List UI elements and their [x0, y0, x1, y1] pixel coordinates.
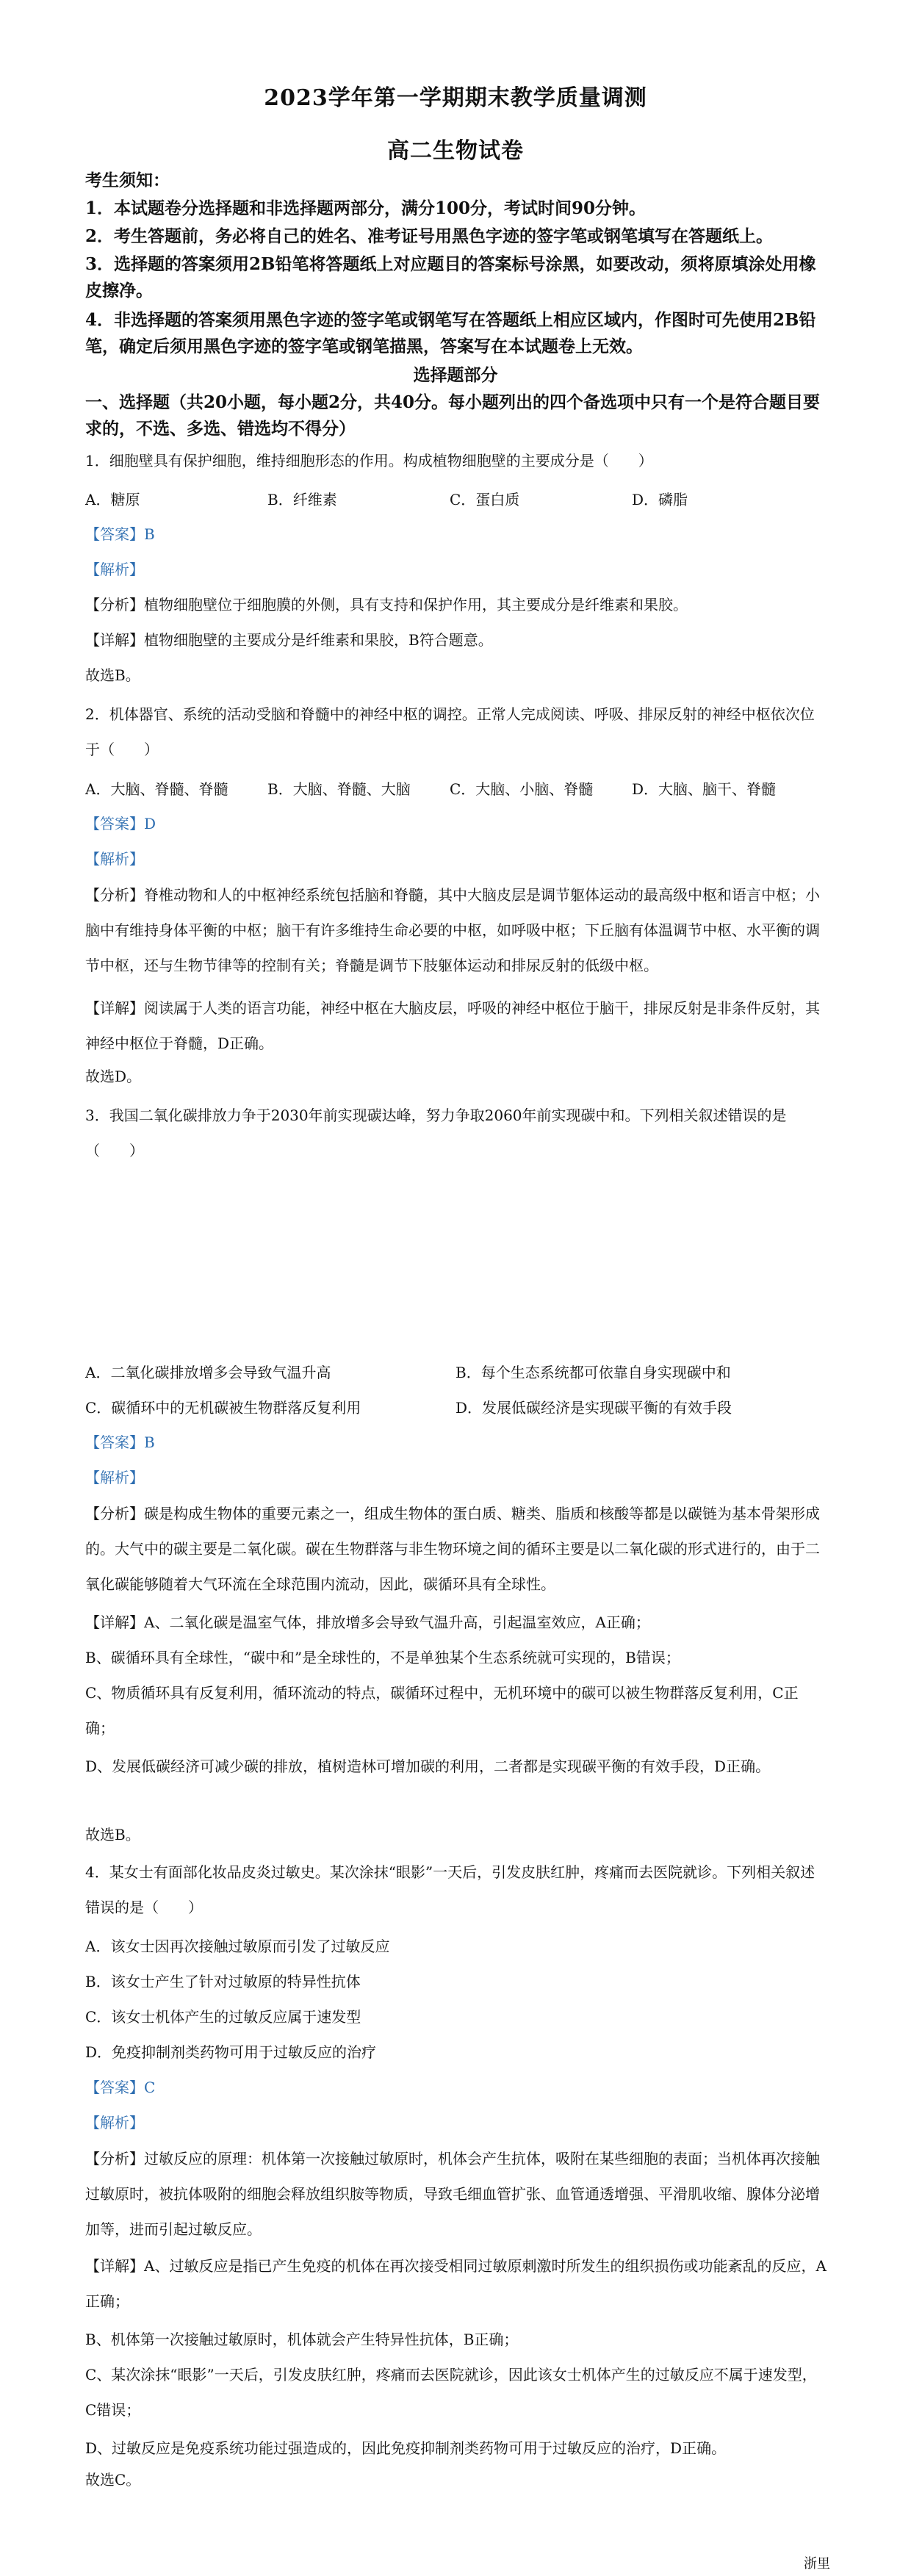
q1-answer: 【答案】B — [85, 525, 155, 543]
q3-detail-c: C、物质循环具有反复利用，循环流动的特点，碳循环过程中，无机环境中的碳可以被生物群落反复利用，C正确； — [85, 1684, 799, 1737]
q3-option-c: C．碳循环中的无机碳被生物群落反复利用 — [85, 1399, 361, 1417]
question-3-stem: 3．我国二氧化碳排放力争于2030年前实现碳达峰，努力争取2060年前实现碳中和。下列相关叙述错误的是（ ） — [85, 1107, 787, 1159]
exam-title: 2023学年第一学期期末教学质量调测 — [264, 85, 647, 111]
q1-option-b: B．纤维素 — [267, 491, 337, 508]
q2-answer: 【答案】D — [85, 815, 156, 832]
q4-conclusion: 故选C。 — [85, 2471, 141, 2489]
part-title: 选择题部分 — [413, 365, 498, 385]
q3-analysis: 【分析】碳是构成生物体的重要元素之一，组成生物体的蛋白质、糖类、脂质和核酸等都是以碳链为基本骨架形成的。大气中的碳主要是二氧化碳。碳在生物群落与非生物环境之间的循环主要是以二氧化碳的形式进行的，由于二氧化碳能够随着大气环流在全球范围内流动，因此，碳循环具有全球性。 — [85, 1505, 820, 1593]
q2-option-c: C．大脑、小脑、脊髓 — [450, 780, 594, 798]
q3-conclusion: 故选B。 — [85, 1826, 140, 1843]
q3-answer: 【答案】B — [85, 1433, 155, 1451]
q4-option-a: A．该女士因再次接触过敏原而引发了过敏反应 — [85, 1938, 390, 1955]
q2-detail: 【详解】阅读属于人类的语言功能，神经中枢在大脑皮层，呼吸的神经中枢位于脑干，排尿反射是非条件反射，其神经中枢位于脊髓，D正确。 — [85, 999, 820, 1052]
q1-conclusion: 故选B。 — [85, 666, 140, 684]
q1-analysis: 【分析】植物细胞壁位于细胞膜的外侧，具有支持和保护作用，其主要成分是纤维素和果胶。 — [85, 596, 688, 614]
notice-item-1: 1．本试题卷分选择题和非选择题两部分，满分100分，考试时间90分钟。 — [85, 198, 647, 218]
notice-item-2: 2．考生答题前，务必将自己的姓名、准考证号用黑色字迹的签字笔或钢笔填写在答题纸上。 — [85, 226, 774, 246]
q4-jiexi-label: 【解析】 — [85, 2114, 144, 2131]
q2-analysis: 【分析】脊椎动物和人的中枢神经系统包括脑和脊髓，其中大脑皮层是调节躯体运动的最高级中枢和语言中枢；小脑中有维持身体平衡的中枢；脑干有许多维持生命必要的中枢，如呼吸中枢；下丘脑有体温调节中枢、水平衡的调节中枢，还与生物节律等的控制有关；脊髓是调节下肢躯体运动和排尿反射的低级中枢。 — [85, 886, 820, 974]
q2-jiexi-label: 【解析】 — [85, 850, 144, 868]
notice-item-3: 3．选择题的答案须用2B铅笔将答题纸上对应题目的答案标号涂黑，如要改动，须将原填涂处用橡皮擦净。 — [85, 254, 816, 301]
q1-option-c: C．蛋白质 — [450, 491, 520, 508]
q3-option-a: A．二氧化碳排放增多会导致气温升高 — [85, 1364, 331, 1381]
q4-option-c: C．该女士机体产生的过敏反应属于速发型 — [85, 2008, 361, 2026]
q4-answer: 【答案】C — [85, 2079, 156, 2096]
q3-option-b: B．每个生态系统都可依靠自身实现碳中和 — [455, 1364, 731, 1381]
notice-item-4: 4．非选择题的答案须用黑色字迹的签字笔或钢笔写在答题纸上相应区域内，作图时可先使用2B铅笔，确定后须用黑色字迹的签字笔或钢笔描黑，答案写在本试题卷上无效。 — [85, 310, 816, 356]
notice-heading: 考生须知： — [85, 170, 170, 190]
q2-option-a: A．大脑、脊髓、脊髓 — [85, 780, 228, 798]
question-4-stem: 4．某女士有面部化妆品皮炎过敏史。某次涂抹“眼影”一天后，引发皮肤红肿，疼痛而去医院就诊。下列相关叙述错误的是（ ） — [85, 1863, 815, 1916]
q4-analysis: 【分析】过敏反应的原理：机体第一次接触过敏原时，机体会产生抗体，吸附在某些细胞的表面；当机体再次接触过敏原时，被抗体吸附的细胞会释放组织胺等物质，导致毛细血管扩张、血管通透增强、平滑肌收缩、腺体分泌增加等，进而引起过敏反应。 — [85, 2150, 820, 2238]
q3-jiexi-label: 【解析】 — [85, 1469, 144, 1486]
q2-conclusion: 故选D。 — [85, 1068, 142, 1085]
q2-option-b: B．大脑、脊髓、大脑 — [267, 780, 411, 798]
q1-option-d: D．磷脂 — [632, 491, 688, 508]
q3-option-d: D．发展低碳经济是实现碳平衡的有效手段 — [455, 1399, 732, 1417]
q1-jiexi-label: 【解析】 — [85, 561, 144, 578]
q3-detail-b: B、碳循环具有全球性，“碳中和”是全球性的，不是单独某个生态系统就可实现的，B错误； — [85, 1649, 680, 1666]
q4-detail-d: D、过敏反应是免疫系统功能过强造成的，因此免疫抑制剂类药物可用于过敏反应的治疗，D正确。 — [85, 2439, 727, 2457]
question-1-stem: 1．细胞壁具有保护细胞，维持细胞形态的作用。构成植物细胞壁的主要成分是（ ） — [85, 452, 653, 469]
footer-watermark: 浙里 — [804, 2556, 830, 2572]
q1-option-a: A．糖原 — [85, 491, 140, 508]
q2-option-d: D．大脑、脑干、脊髓 — [632, 780, 777, 798]
q1-detail: 【详解】植物细胞壁的主要成分是纤维素和果胶，B符合题意。 — [85, 631, 493, 649]
q4-detail-c: C、某次涂抹“眼影”一天后，引发皮肤红肿，疼痛而去医院就诊，因此该女士机体产生的过敏反应不属于速发型，C错误； — [85, 2366, 817, 2419]
q4-detail-a: 【详解】A、过敏反应是指已产生免疫的机体在再次接受相同过敏原刺激时所发生的组织损伤或功能紊乱的反应，A正确； — [85, 2257, 827, 2310]
q4-detail-b: B、机体第一次接触过敏原时，机体就会产生特异性抗体，B正确； — [85, 2331, 519, 2348]
q4-option-d: D．免疫抑制剂类药物可用于过敏反应的治疗 — [85, 2043, 377, 2061]
q3-detail-a: 【详解】A、二氧化碳是温室气体，排放增多会导致气温升高，引起温室效应，A正确； — [85, 1613, 650, 1631]
section-instruction: 一、选择题（共20小题，每小题2分，共40分。每小题列出的四个备选项中只有一个是符合题目要求的，不选、多选、错选均不得分） — [85, 392, 821, 439]
question-2-stem: 2．机体器官、系统的活动受脑和脊髓中的神经中枢的调控。正常人完成阅读、呼吸、排尿反射的神经中枢依次位于（ ） — [85, 705, 815, 758]
subject-title: 高二生物试卷 — [387, 138, 524, 164]
q4-option-b: B．该女士产生了针对过敏原的特异性抗体 — [85, 1973, 361, 1990]
q3-detail-d: D、发展低碳经济可减少碳的排放，植树造林可增加碳的利用，二者都是实现碳平衡的有效手段，D正确。 — [85, 1757, 771, 1775]
